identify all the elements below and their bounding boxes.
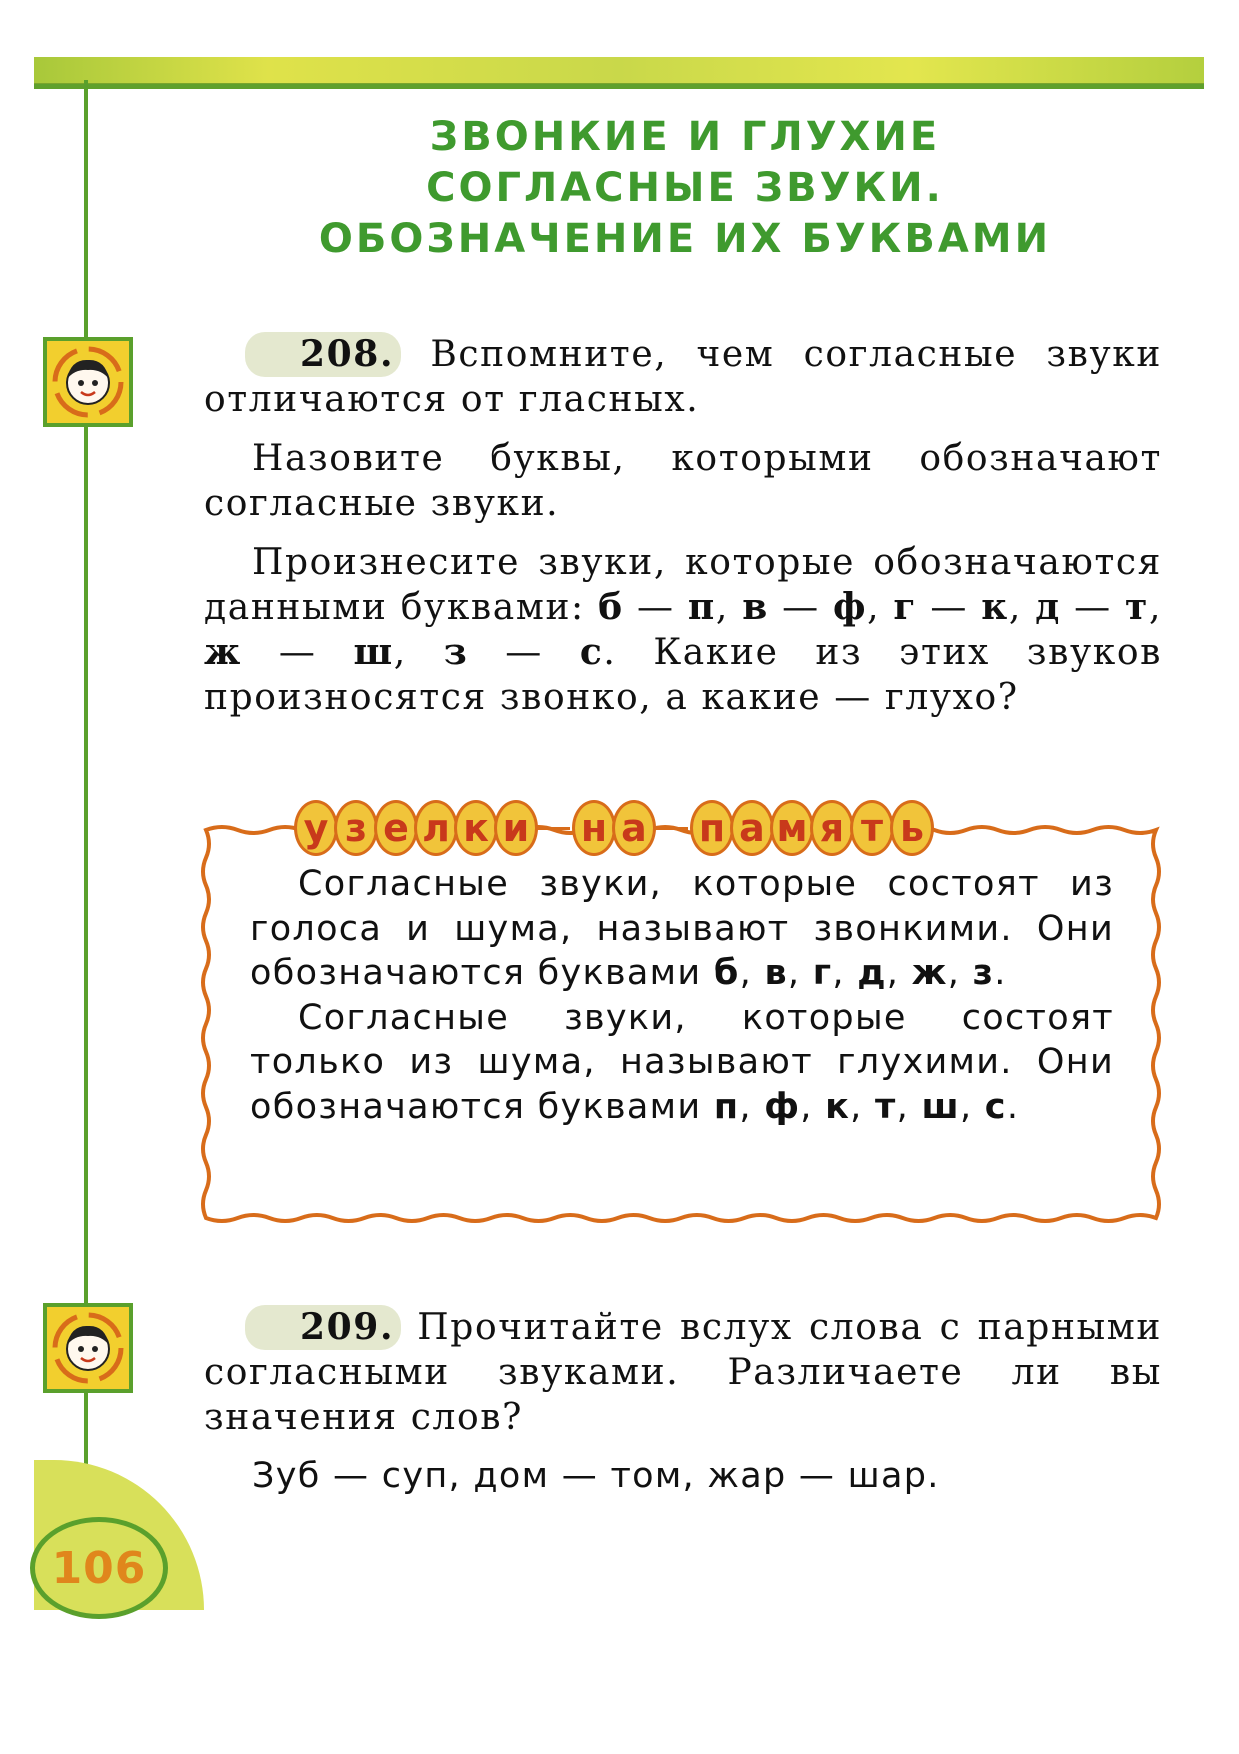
bead-letter: я bbox=[810, 800, 854, 856]
letter: к bbox=[981, 586, 1009, 628]
memo-text bbox=[250, 862, 1114, 1129]
letter: ш bbox=[921, 1086, 960, 1127]
letter: ж bbox=[204, 631, 242, 673]
letter: ф bbox=[764, 1086, 801, 1127]
letter: к bbox=[825, 1086, 851, 1127]
page-number: 106 bbox=[51, 1542, 147, 1594]
bead-letter: к bbox=[454, 800, 498, 856]
letter: в bbox=[742, 586, 769, 628]
letter: с bbox=[984, 1086, 1007, 1127]
voiceless-letters: п, ф, к, т, ш, с. bbox=[713, 1086, 1020, 1127]
letter-pair: ж — ш, bbox=[204, 631, 444, 673]
exercise-208-text-1: Вспомните, чем согласные звуки отличаются от гласных. bbox=[204, 334, 1162, 420]
memo-paragraph-voiced bbox=[250, 862, 1114, 996]
bead-letter: н bbox=[572, 800, 616, 856]
letter: д bbox=[1035, 586, 1061, 628]
letter-pair: в — ф, bbox=[742, 586, 894, 628]
exercise-208-badge bbox=[43, 337, 133, 427]
memo-paragraph-voiceless bbox=[250, 996, 1114, 1130]
bead-letter: т bbox=[850, 800, 894, 856]
letter: п bbox=[687, 586, 716, 628]
bead-letter: а bbox=[612, 800, 656, 856]
exercise-208-paragraph-3 bbox=[204, 540, 1162, 720]
letter: ф bbox=[833, 586, 868, 628]
bead-letter: л bbox=[414, 800, 458, 856]
bead-letter: з bbox=[334, 800, 378, 856]
letter: с bbox=[579, 631, 604, 673]
memo-voiceless-text: Согласные звуки, которые состоят только из шума, называют глухими. Они обозначаются буквами bbox=[250, 997, 1114, 1127]
letter: т bbox=[875, 1086, 897, 1127]
memo-box bbox=[198, 800, 1164, 1250]
letter: з bbox=[972, 953, 995, 993]
exercise-number: 208. bbox=[245, 332, 401, 377]
letter: ш bbox=[353, 631, 394, 673]
bead-letter: а bbox=[730, 800, 774, 856]
letter-pair: з — с. bbox=[443, 631, 617, 673]
exercise-number: 209. bbox=[245, 1305, 401, 1350]
exercise-209 bbox=[204, 1305, 1162, 1499]
letter-pair: г — к, bbox=[893, 586, 1036, 628]
letter: т bbox=[1125, 586, 1149, 628]
letter: б bbox=[713, 953, 740, 993]
title-line-2: СОГЛАСНЫЕ ЗВУКИ. bbox=[426, 165, 944, 211]
letter-pair: б — п, bbox=[598, 586, 743, 628]
top-decorative-band bbox=[34, 57, 1204, 85]
exercise-209-text-1: Прочитайте вслух слова с парными согласными звуками. Различаете ли вы значения слов? bbox=[204, 1307, 1162, 1438]
page-title bbox=[250, 112, 1120, 265]
voiced-letters: б, в, г, д, ж, з. bbox=[713, 953, 1007, 993]
exercise-209-paragraph-1 bbox=[204, 1305, 1162, 1440]
child-face-icon bbox=[51, 1311, 125, 1385]
page-number-oval bbox=[30, 1517, 168, 1619]
bead-connector bbox=[654, 827, 688, 830]
bead-letter: ь bbox=[890, 800, 934, 856]
bead-letter: у bbox=[294, 800, 338, 856]
memo-voiced-text: Согласные звуки, которые состоят из голоса и шума, называют звонкими. Они обозначаются буквами bbox=[250, 864, 1114, 993]
bead-letter: е bbox=[374, 800, 418, 856]
bead-letter: и bbox=[494, 800, 538, 856]
exercise-208 bbox=[204, 332, 1162, 720]
exercise-209-words: Зуб — суп, дом — том, жар — шар. bbox=[252, 1456, 940, 1496]
bead-letter: м bbox=[770, 800, 814, 856]
exercise-208-question: Какие из этих звуков произносятся звонко, а какие — глухо? bbox=[204, 632, 1163, 718]
letter-pair: д — т, bbox=[1035, 586, 1162, 628]
memo-heading-beads bbox=[294, 800, 930, 856]
exercise-208-paragraph-1 bbox=[204, 332, 1162, 422]
title-line-3: ОБОЗНАЧЕНИЕ ИХ БУКВАМИ bbox=[318, 216, 1052, 262]
exercise-208-text-3: Произнесите звуки, которые обозначаются данными буквами: bbox=[204, 542, 1162, 628]
letter: г bbox=[812, 953, 833, 993]
letter: в bbox=[764, 953, 788, 993]
title-line-1: ЗВОНКИЕ И ГЛУХИЕ bbox=[429, 114, 941, 160]
letter: ж bbox=[911, 953, 948, 993]
bead-letter: п bbox=[690, 800, 734, 856]
letter: п bbox=[713, 1086, 740, 1127]
letter: г bbox=[893, 586, 918, 628]
exercise-209-badge bbox=[43, 1303, 133, 1393]
letter: б bbox=[598, 586, 624, 628]
child-face-icon bbox=[51, 345, 125, 419]
exercise-208-paragraph-2: Назовите буквы, которыми обозначают согласные звуки. bbox=[204, 438, 1162, 524]
letter: д bbox=[857, 953, 887, 993]
letter: з bbox=[443, 631, 469, 673]
bead-connector bbox=[536, 827, 570, 830]
